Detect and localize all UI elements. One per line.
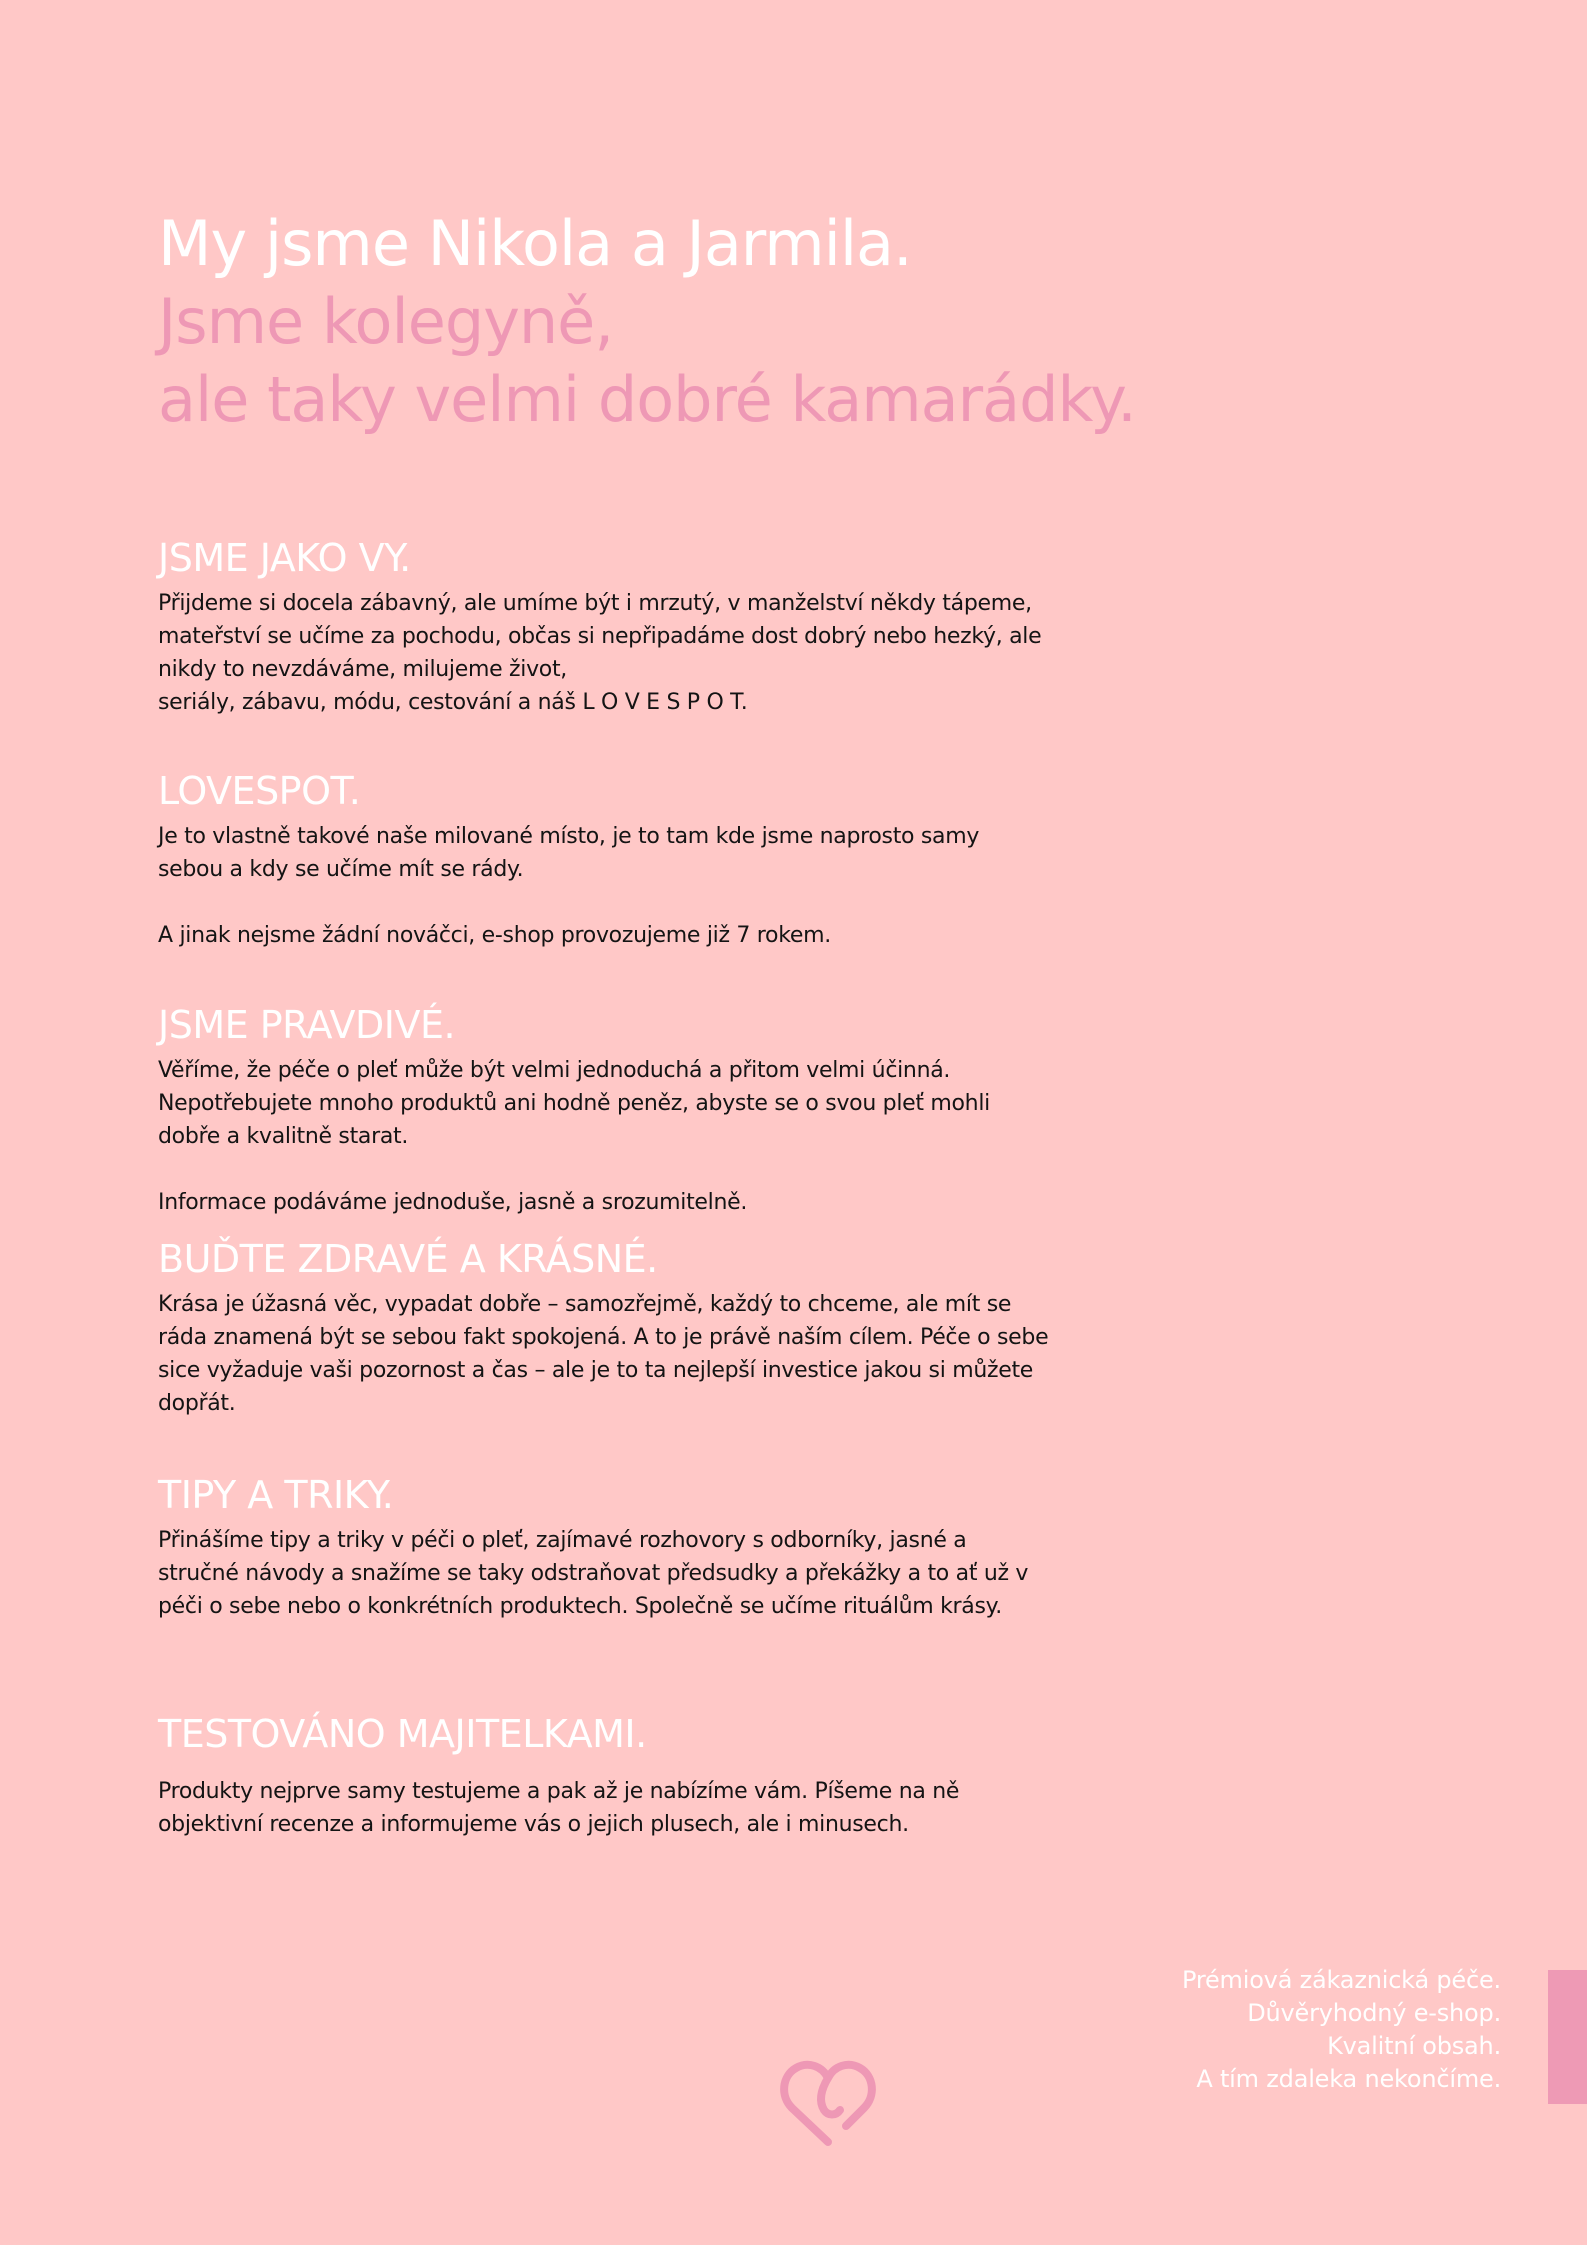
tagline-line: A tím zdaleka nekončíme. [1196, 2065, 1501, 2093]
paragraph-line: Je to vlastně takové naše milované místo, je to tam kde jsme naprosto samy [158, 824, 980, 849]
section-title: TESTOVÁNO MAJITELKAMI. [158, 1712, 647, 1756]
section-tipy-a-triky [158, 1472, 1118, 1623]
paragraph-line: dobře a kvalitně starat. [158, 1124, 409, 1149]
section-testovano [158, 1711, 1118, 1841]
heart-logo-icon [778, 2054, 878, 2150]
hero-line-names: My jsme Nikola a Jarmila. [158, 207, 912, 280]
paragraph-line: Přijdeme si docela zábavný, ale umíme být i mrzutý, v manželství někdy tápeme, [158, 591, 1032, 616]
tagline-line: Důvěryhodný e-shop. [1247, 1999, 1501, 2027]
section-paragraph [158, 1524, 1118, 1623]
section-paragraph [158, 919, 1118, 952]
paragraph-line: Nepotřebujete mnoho produktů ani hodně peněz, abyste se o svou pleť mohli [158, 1091, 990, 1116]
section-budte-zdrave [158, 1236, 1118, 1420]
tagline-line: Kvalitní obsah. [1327, 2032, 1501, 2060]
paragraph-line: dopřát. [158, 1391, 236, 1416]
paragraph-line: seriály, zábavu, módu, cestování a náš L O V E S P O T. [158, 690, 748, 715]
paragraph-line: stručné návody a snažíme se taky odstraňovat předsudky a překážky a to ať už v [158, 1561, 1029, 1586]
paragraph-line: Produkty nejprve samy testujeme a pak až je nabízíme vám. Píšeme na ně [158, 1779, 960, 1804]
paragraph-line: péči o sebe nebo o konkrétních produktech. Společně se učíme rituálům krásy. [158, 1594, 1002, 1619]
section-paragraph [158, 587, 1118, 719]
paragraph-line: Krása je úžasná věc, vypadat dobře – samozřejmě, každý to chceme, ale mít se [158, 1292, 1012, 1317]
section-paragraph [158, 820, 1118, 886]
section-title: TIPY A TRIKY. [158, 1473, 394, 1517]
paragraph-line: sice vyžaduje vaši pozornost a čas – ale je to ta nejlepší investice jakou si můžete [158, 1358, 1034, 1383]
section-paragraph [158, 1775, 1118, 1841]
hero-heading [158, 205, 1358, 439]
section-title: JSME JAKO VY. [158, 536, 411, 580]
paragraph-line: sebou a kdy se učíme mít se rády. [158, 857, 524, 882]
paragraph-line: mateřství se učíme za pochodu, občas si nepřipadáme dost dobrý nebo hezký, ale [158, 624, 1042, 649]
paragraph-line: Věříme, že péče o pleť může být velmi jednoduchá a přitom velmi účinná. [158, 1058, 951, 1083]
hero-line-friends: ale taky velmi dobré kamarádky. [158, 363, 1136, 436]
section-jsme-jako-vy [158, 535, 1118, 719]
section-title: JSME PRAVDIVÉ. [158, 1003, 456, 1047]
side-accent-tab [1548, 1970, 1587, 2104]
section-jsme-pravdive [158, 1002, 1118, 1219]
section-paragraph [158, 1288, 1118, 1420]
section-paragraph [158, 1054, 1118, 1153]
paragraph-line: ráda znamená být se sebou fakt spokojená. A to je právě naším cílem. Péče o sebe [158, 1325, 1049, 1350]
paragraph-line: Přinášíme tipy a triky v péči o pleť, zajímavé rozhovory s odborníky, jasné a [158, 1528, 967, 1553]
section-lovespot [158, 768, 1118, 952]
hero-line-colleagues: Jsme kolegyně, [158, 285, 614, 358]
section-paragraph [158, 1186, 1118, 1219]
paragraph-line: Informace podáváme jednoduše, jasně a srozumitelně. [158, 1190, 748, 1215]
paragraph-line: A jinak nejsme žádní nováčci, e-shop provozujeme již 7 rokem. [158, 923, 831, 948]
paragraph-line: objektivní recenze a informujeme vás o jejich plusech, ale i minusech. [158, 1812, 909, 1837]
section-title: LOVESPOT. [158, 769, 361, 813]
paragraph-line: nikdy to nevzdáváme, milujeme život, [158, 657, 567, 682]
footer-tagline [1182, 1964, 1501, 2096]
tagline-line: Prémiová zákaznická péče. [1182, 1966, 1501, 1994]
section-title: BUĎTE ZDRAVÉ A KRÁSNÉ. [158, 1237, 658, 1281]
